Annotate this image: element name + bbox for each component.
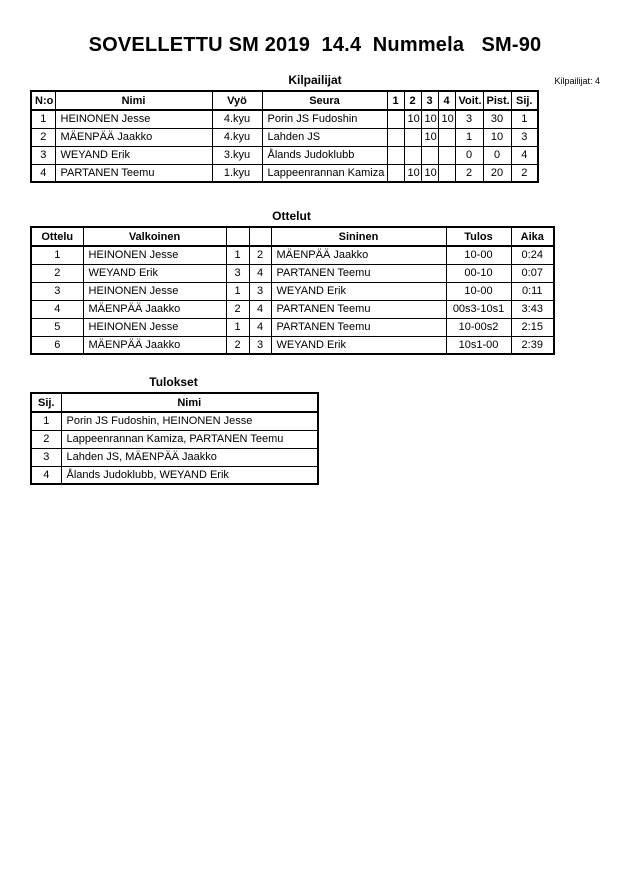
col-header-pist: Pist. — [483, 91, 511, 110]
col-header-seura: Seura — [262, 91, 387, 110]
cell-score-3: 10 — [421, 128, 438, 146]
cell-sij: 2 — [31, 430, 61, 448]
col-header-nimi: Nimi — [61, 393, 318, 412]
col-header-voit: Voit. — [455, 91, 483, 110]
cell-white: MÄENPÄÄ Jaakko — [83, 300, 226, 318]
cell-seura: Porin JS Fudoshin — [262, 110, 387, 128]
cell-score-2 — [404, 128, 421, 146]
cell-aika: 0:11 — [511, 282, 554, 300]
cell-score-4 — [438, 146, 455, 164]
cell-white-no: 1 — [226, 246, 249, 264]
cell-voit: 1 — [455, 128, 483, 146]
document-title: SOVELLETTU SM 2019 14.4 Nummela SM-90 — [88, 34, 542, 56]
cell-white-no: 3 — [226, 264, 249, 282]
col-header-valkoinen: Valkoinen — [83, 227, 226, 246]
cell-blue: WEYAND Erik — [271, 336, 446, 354]
cell-blue-no: 4 — [249, 300, 271, 318]
matches-header-row — [31, 227, 554, 246]
matches-section-title: Ottelut — [272, 209, 311, 223]
cell-tulos: 10-00 — [446, 246, 511, 264]
competitors-section-header — [30, 69, 600, 87]
results-section-header — [30, 371, 600, 389]
cell-match-no: 5 — [31, 318, 83, 336]
cell-score-1 — [387, 128, 404, 146]
col-header-ottelu: Ottelu — [31, 227, 83, 246]
cell-score-1 — [387, 146, 404, 164]
cell-voit: 2 — [455, 164, 483, 182]
cell-white: HEINONEN Jesse — [83, 282, 226, 300]
cell-tulos: 10s1-00 — [446, 336, 511, 354]
cell-sij: 1 — [31, 412, 61, 430]
col-header-sij: Sij. — [511, 91, 538, 110]
cell-match-no: 6 — [31, 336, 83, 354]
col-header-sininen: Sininen — [271, 227, 446, 246]
competitors-section-title: Kilpailijat — [288, 73, 342, 87]
cell-voit: 3 — [455, 110, 483, 128]
cell-white-no: 1 — [226, 318, 249, 336]
cell-sij: 4 — [31, 466, 61, 484]
competitors-count: Kilpailijat: 4 — [554, 76, 600, 86]
cell-score-3: 10 — [421, 164, 438, 182]
cell-vyo: 1.kyu — [212, 164, 262, 182]
cell-white: HEINONEN Jesse — [83, 246, 226, 264]
cell-white-no: 1 — [226, 282, 249, 300]
table-row — [31, 300, 554, 318]
cell-blue-no: 3 — [249, 282, 271, 300]
cell-score-4: 10 — [438, 110, 455, 128]
table-row — [31, 264, 554, 282]
cell-blue: PARTANEN Teemu — [271, 318, 446, 336]
col-header-no: N:o — [31, 91, 55, 110]
cell-seura: Lappeenrannan Kamiza — [262, 164, 387, 182]
matches-section-header — [30, 205, 600, 223]
cell-voit: 0 — [455, 146, 483, 164]
cell-pist: 30 — [483, 110, 511, 128]
cell-vyo: 4.kyu — [212, 128, 262, 146]
cell-blue: WEYAND Erik — [271, 282, 446, 300]
results-table — [30, 392, 319, 485]
cell-sij: 3 — [31, 448, 61, 466]
cell-score-2: 10 — [404, 164, 421, 182]
cell-vyo: 3.kyu — [212, 146, 262, 164]
col-header-3: 3 — [421, 91, 438, 110]
table-row — [31, 164, 538, 182]
cell-no: 1 — [31, 110, 55, 128]
cell-score-2 — [404, 146, 421, 164]
table-row — [31, 246, 554, 264]
cell-nimi: MÄENPÄÄ Jaakko — [55, 128, 212, 146]
table-row — [31, 282, 554, 300]
cell-white: HEINONEN Jesse — [83, 318, 226, 336]
col-header-white-no — [226, 227, 249, 246]
table-row — [31, 448, 318, 466]
col-header-4: 4 — [438, 91, 455, 110]
cell-vyo: 4.kyu — [212, 110, 262, 128]
col-header-tulos: Tulos — [446, 227, 511, 246]
cell-tulos: 00s3-10s1 — [446, 300, 511, 318]
cell-aika: 0:24 — [511, 246, 554, 264]
cell-blue: PARTANEN Teemu — [271, 264, 446, 282]
cell-nimi: PARTANEN Teemu — [55, 164, 212, 182]
cell-score-4 — [438, 128, 455, 146]
table-row — [31, 466, 318, 484]
cell-pist: 20 — [483, 164, 511, 182]
cell-white-no: 2 — [226, 300, 249, 318]
cell-nimi: Lahden JS, MÄENPÄÄ Jaakko — [61, 448, 318, 466]
table-row — [31, 430, 318, 448]
cell-aika: 2:39 — [511, 336, 554, 354]
cell-nimi: Ålands Judoklubb, WEYAND Erik — [61, 466, 318, 484]
cell-blue: PARTANEN Teemu — [271, 300, 446, 318]
cell-blue: MÄENPÄÄ Jaakko — [271, 246, 446, 264]
cell-nimi: Porin JS Fudoshin, HEINONEN Jesse — [61, 412, 318, 430]
cell-no: 2 — [31, 128, 55, 146]
cell-no: 3 — [31, 146, 55, 164]
col-header-nimi: Nimi — [55, 91, 212, 110]
cell-match-no: 3 — [31, 282, 83, 300]
table-row — [31, 336, 554, 354]
cell-score-4 — [438, 164, 455, 182]
cell-blue-no: 3 — [249, 336, 271, 354]
cell-sij: 3 — [511, 128, 538, 146]
cell-blue-no: 4 — [249, 264, 271, 282]
competitors-header-row — [31, 91, 538, 110]
cell-white-no: 2 — [226, 336, 249, 354]
cell-score-2: 10 — [404, 110, 421, 128]
cell-match-no: 2 — [31, 264, 83, 282]
col-header-2: 2 — [404, 91, 421, 110]
cell-score-3 — [421, 146, 438, 164]
cell-pist: 10 — [483, 128, 511, 146]
table-row — [31, 412, 318, 430]
cell-blue-no: 4 — [249, 318, 271, 336]
col-header-blue-no — [249, 227, 271, 246]
cell-score-1 — [387, 164, 404, 182]
cell-aika: 2:15 — [511, 318, 554, 336]
cell-white: MÄENPÄÄ Jaakko — [83, 336, 226, 354]
results-section-title: Tulokset — [149, 375, 198, 389]
cell-seura: Ålands Judoklubb — [262, 146, 387, 164]
cell-match-no: 4 — [31, 300, 83, 318]
col-header-vyo: Vyö — [212, 91, 262, 110]
col-header-aika: Aika — [511, 227, 554, 246]
cell-aika: 0:07 — [511, 264, 554, 282]
cell-blue-no: 2 — [249, 246, 271, 264]
table-row — [31, 318, 554, 336]
matches-table — [30, 226, 555, 355]
cell-no: 4 — [31, 164, 55, 182]
cell-pist: 0 — [483, 146, 511, 164]
cell-nimi: Lappeenrannan Kamiza, PARTANEN Teemu — [61, 430, 318, 448]
cell-white: WEYAND Erik — [83, 264, 226, 282]
cell-nimi: WEYAND Erik — [55, 146, 212, 164]
cell-sij: 2 — [511, 164, 538, 182]
table-row — [31, 128, 538, 146]
cell-aika: 3:43 — [511, 300, 554, 318]
cell-score-3: 10 — [421, 110, 438, 128]
cell-match-no: 1 — [31, 246, 83, 264]
col-header-sij: Sij. — [31, 393, 61, 412]
cell-tulos: 10-00 — [446, 282, 511, 300]
table-row — [31, 146, 538, 164]
table-row — [31, 110, 538, 128]
cell-sij: 4 — [511, 146, 538, 164]
cell-score-1 — [387, 110, 404, 128]
cell-seura: Lahden JS — [262, 128, 387, 146]
results-header-row — [31, 393, 318, 412]
cell-sij: 1 — [511, 110, 538, 128]
competitors-table — [30, 90, 539, 183]
col-header-1: 1 — [387, 91, 404, 110]
cell-nimi: HEINONEN Jesse — [55, 110, 212, 128]
cell-tulos: 00-10 — [446, 264, 511, 282]
cell-tulos: 10-00s2 — [446, 318, 511, 336]
